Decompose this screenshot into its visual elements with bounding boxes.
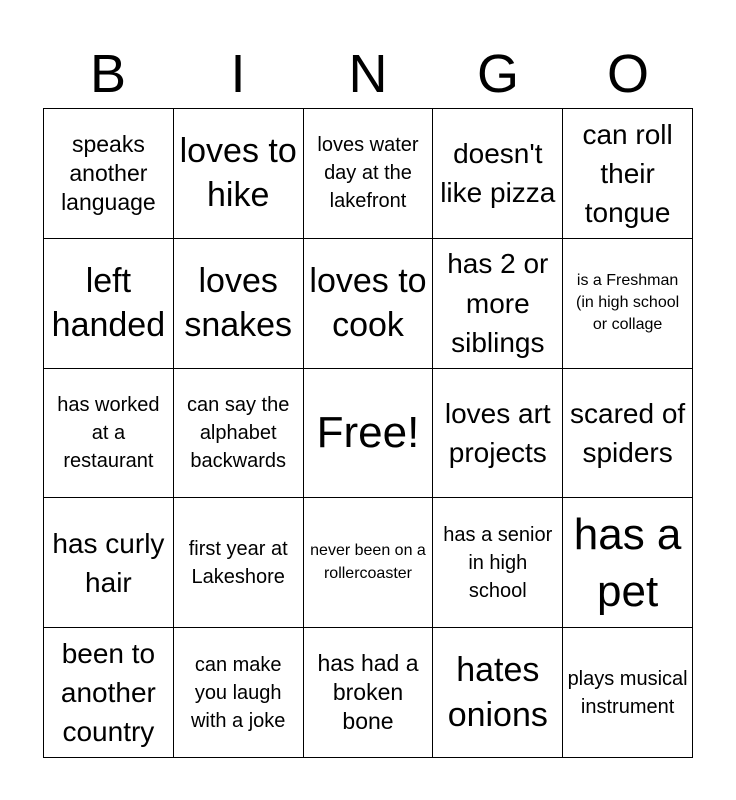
- bingo-cell[interactable]: [44, 369, 174, 499]
- cell-text: has a senior in high school: [443, 523, 553, 602]
- header-letter-i: I: [230, 44, 246, 104]
- bingo-cell[interactable]: [433, 239, 563, 369]
- cell-text: doesn't like pizza: [440, 138, 556, 209]
- bingo-cell[interactable]: [174, 239, 304, 369]
- cell-text: scared of spiders: [570, 397, 686, 468]
- cell-text: has worked at a restaurant: [57, 393, 160, 472]
- cell-text: has had a broken bone: [317, 650, 419, 734]
- cell-text: has 2 or more siblings: [447, 248, 549, 358]
- bingo-cell[interactable]: [44, 498, 174, 628]
- bingo-cell[interactable]: [174, 628, 304, 758]
- cell-text: loves to hike: [179, 132, 297, 215]
- cell-text: loves to cook: [309, 262, 427, 345]
- cell-text: hates onions: [447, 651, 548, 734]
- free-space[interactable]: [304, 369, 434, 499]
- bingo-cell[interactable]: [304, 239, 434, 369]
- bingo-cell[interactable]: [44, 239, 174, 369]
- bingo-cell[interactable]: [563, 628, 693, 758]
- bingo-cell[interactable]: [304, 109, 434, 239]
- bingo-cell[interactable]: [433, 498, 563, 628]
- cell-text: has curly hair: [52, 527, 165, 598]
- cell-text: is a Freshman (in high school or collage: [576, 271, 680, 334]
- cell-text: loves snakes: [184, 262, 293, 345]
- bingo-header: [43, 40, 693, 108]
- cell-text: has a pet: [573, 509, 682, 616]
- bingo-cell[interactable]: [563, 498, 693, 628]
- cell-text: been to another country: [60, 637, 156, 748]
- header-letter-g: G: [476, 44, 519, 104]
- bingo-cell[interactable]: [174, 369, 304, 499]
- bingo-cell[interactable]: [563, 239, 693, 369]
- bingo-cell[interactable]: [563, 109, 693, 239]
- header-letter-b: B: [89, 44, 127, 104]
- cell-text: can roll their tongue: [582, 118, 673, 228]
- bingo-cell[interactable]: [304, 628, 434, 758]
- bingo-cell[interactable]: [44, 628, 174, 758]
- bingo-cell[interactable]: [433, 628, 563, 758]
- cell-text: loves art projects: [444, 397, 551, 468]
- cell-text: speaks another language: [61, 131, 156, 215]
- cell-text: can say the alphabet backwards: [187, 393, 290, 472]
- bingo-cell[interactable]: [433, 369, 563, 499]
- bingo-cell[interactable]: [174, 498, 304, 628]
- cell-text: left handed: [51, 262, 166, 345]
- cell-text: can make you laugh with a joke: [190, 653, 286, 732]
- bingo-cell[interactable]: [44, 109, 174, 239]
- cell-text: never been on a rollercoaster: [310, 542, 426, 582]
- free-space-label: Free!: [316, 407, 420, 457]
- bingo-cell[interactable]: [174, 109, 304, 239]
- header-letter-n: N: [348, 44, 388, 104]
- cell-text: first year at Lakeshore: [188, 537, 288, 588]
- cell-text: plays musical instrument: [567, 667, 688, 718]
- bingo-cell[interactable]: [433, 109, 563, 239]
- bingo-cell[interactable]: [563, 369, 693, 499]
- header-letter-o: O: [606, 44, 649, 104]
- cell-text: loves water day at the lakefront: [317, 134, 419, 213]
- bingo-board: [43, 108, 693, 758]
- bingo-cell[interactable]: [304, 498, 434, 628]
